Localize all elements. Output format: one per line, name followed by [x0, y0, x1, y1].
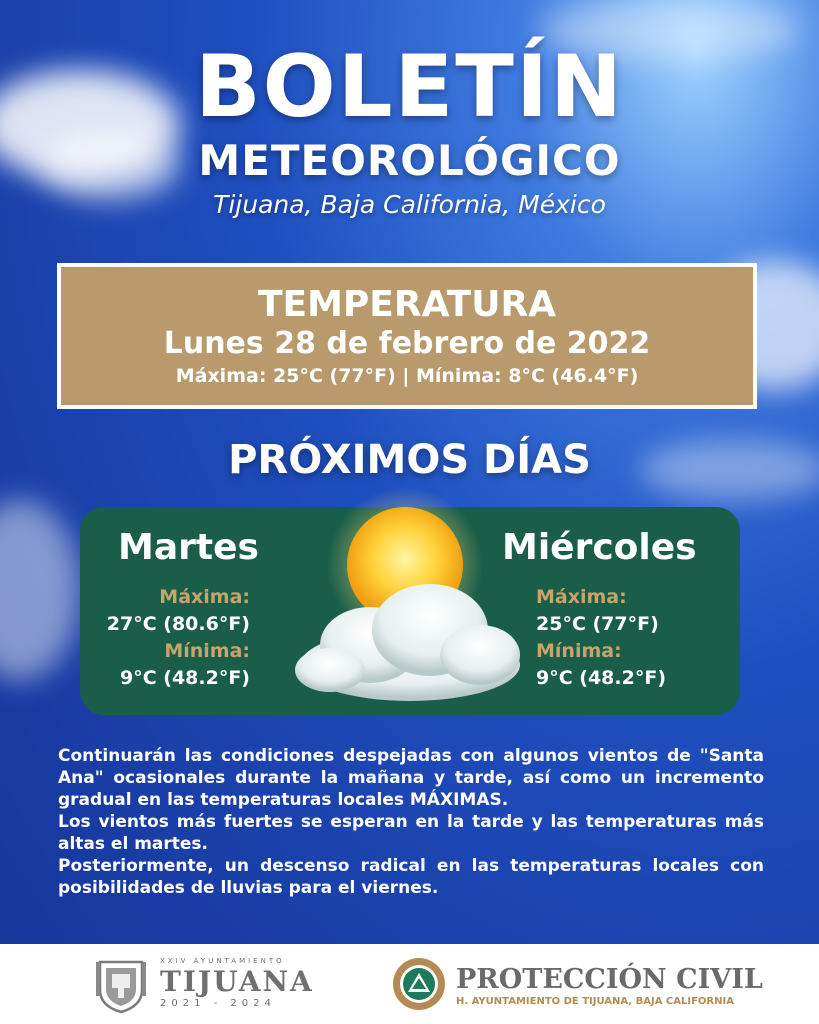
day-name: Miércoles — [502, 527, 697, 568]
tijuana-logo-text — [160, 958, 314, 1009]
tijuana-shield-icon — [92, 956, 150, 1014]
next-days-heading: PRÓXIMOS DÍAS — [228, 437, 591, 483]
max-label: Máxima: — [536, 586, 627, 608]
min-label: Mínima: — [164, 640, 250, 662]
location-text: Tijuana, Baja California, México — [213, 190, 606, 219]
forecast-description — [58, 745, 764, 899]
day-name: Martes — [118, 527, 259, 568]
min-value: 9°C (48.2°F) — [119, 667, 250, 689]
footer — [0, 944, 819, 1024]
pc-name: PROTECCIÓN CIVIL — [456, 964, 763, 995]
max-value: 25°C (77°F) — [536, 613, 659, 635]
min-label: Mínima: — [536, 640, 622, 662]
today-temperature-box — [57, 263, 757, 409]
background-cloud — [0, 500, 80, 680]
proteccion-civil-text — [456, 966, 763, 1007]
min-value: 9°C (48.2°F) — [536, 667, 667, 689]
description-paragraph: Posteriormente, un descenso radical en las temperaturas locales con posibilidades de lluvias para el viernes. — [58, 856, 764, 898]
max-label: Máxima: — [159, 586, 250, 608]
description-paragraph: Continuarán las condiciones despejadas con algunos vientos de "Santa Ana" ocasionales durante la mañana y tarde, así como un incremento gradual en las temperaturas locales MÁXIMAS. — [58, 746, 764, 810]
today-range: Máxima: 25°C (77°F) | Mínima: 8°C (46.4°F) — [175, 365, 639, 387]
today-date: Lunes 28 de febrero de 2022 — [163, 326, 651, 361]
description-paragraph: Los vientos más fuertes se esperan en la tarde y las temperaturas más altas el martes. — [58, 812, 764, 854]
proteccion-civil-icon — [390, 955, 448, 1013]
temperature-heading: TEMPERATURA — [257, 284, 557, 325]
pc-sub: H. AYUNTAMIENTO DE TIJUANA, BAJA CALIFORNIA — [456, 996, 734, 1007]
sun-cloud-icon — [280, 480, 540, 730]
tijuana-years: 2021 - 2024 — [160, 998, 276, 1009]
bulletin-title: BOLETÍN — [195, 37, 624, 137]
tijuana-name: TIJUANA — [160, 965, 314, 998]
bulletin-subtitle: METEOROLÓGICO — [198, 136, 621, 185]
tijuana-top: XXIV AYUNTAMIENTO — [160, 957, 285, 965]
max-value: 27°C (80.6°F) — [106, 613, 250, 635]
